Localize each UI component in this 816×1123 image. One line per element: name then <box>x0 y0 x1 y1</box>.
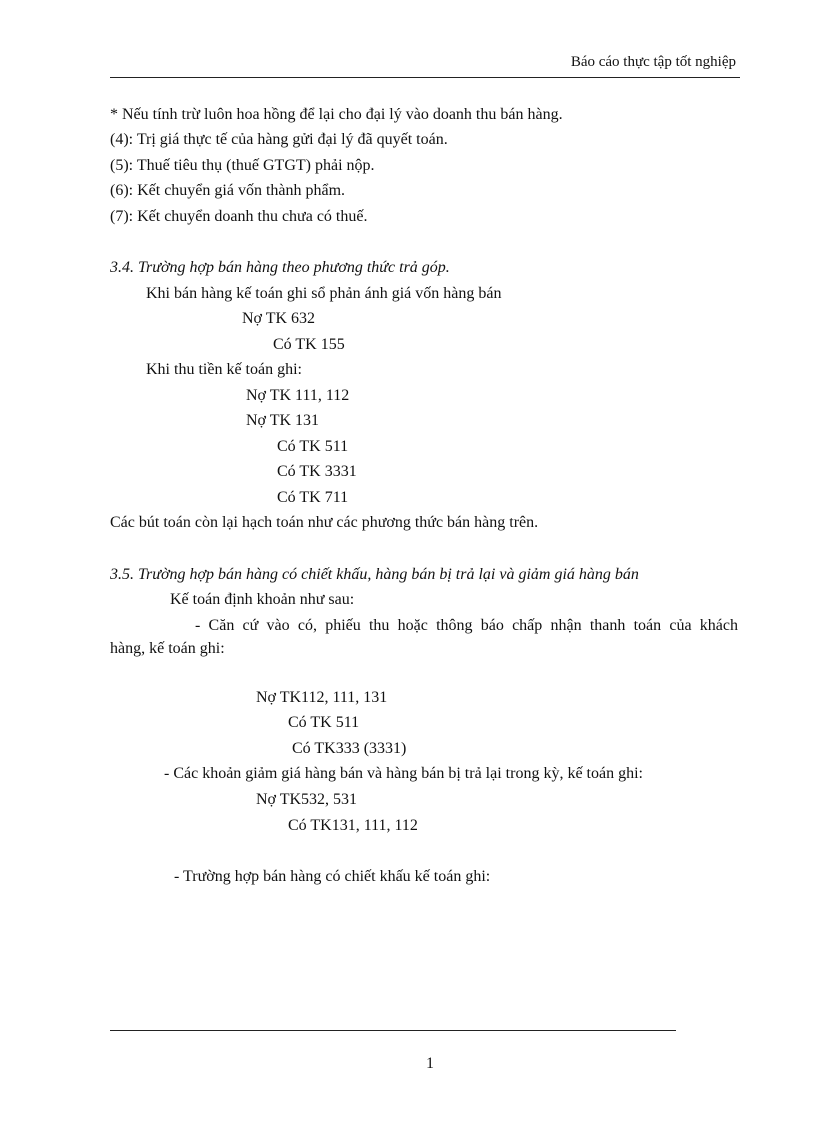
journal-entry-credit: Có TK 711 <box>277 489 349 506</box>
paragraph-line: (5): Thuế tiêu thụ (thuế GTGT) phải nộp. <box>110 157 375 174</box>
journal-entry-debit: Nợ TK112, 111, 131 <box>256 689 388 706</box>
journal-entry-credit: Có TK333 (3331) <box>292 740 407 757</box>
paragraph-line: hàng, kế toán ghi: <box>110 640 225 657</box>
journal-entry-debit: Nợ TK 111, 112 <box>246 387 350 404</box>
journal-entry-debit: Nợ TK 131 <box>246 412 320 429</box>
paragraph-line: - Các khoản giảm giá hàng bán và hàng bán bị trả lại trong kỳ, kế toán ghi: <box>164 765 643 782</box>
paragraph-line: Khi bán hàng kế toán ghi sổ phản ánh giá vốn hàng bán <box>146 285 502 302</box>
journal-entry-credit: Có TK131, 111, 112 <box>288 817 418 834</box>
journal-entry-debit: Nợ TK532, 531 <box>256 791 358 808</box>
paragraph-line: Kế toán định khoản như sau: <box>170 591 355 608</box>
page-number: 1 <box>426 1055 434 1072</box>
paragraph-line: Khi thu tiền kế toán ghi: <box>146 361 302 378</box>
paragraph-line: * Nếu tính trừ luôn hoa hồng để lại cho đại lý vào doanh thu bán hàng. <box>110 106 563 123</box>
paragraph-line: (4): Trị giá thực tế của hàng gửi đại lý đã quyết toán. <box>110 131 448 148</box>
journal-entry-credit: Có TK 155 <box>273 336 345 353</box>
paragraph-line: (6): Kết chuyển giá vốn thành phẩm. <box>110 182 346 199</box>
paragraph-line: - Căn cứ vào có, phiếu thu hoặc thông báo chấp nhận thanh toán của khách <box>195 617 738 634</box>
running-header: Báo cáo thực tập tốt nghiệp <box>570 54 736 70</box>
journal-entry-debit: Nợ TK 632 <box>242 310 316 327</box>
paragraph-line: - Trường hợp bán hàng có chiết khấu kế toán ghi: <box>174 868 491 885</box>
paragraph-line: Các bút toán còn lại hạch toán như các phương thức bán hàng trên. <box>110 514 539 531</box>
footer-rule <box>110 1030 676 1031</box>
journal-entry-credit: Có TK 511 <box>288 714 360 731</box>
journal-entry-credit: Có TK 511 <box>277 438 349 455</box>
section-heading-3-5: 3.5. Trường hợp bán hàng có chiết khấu, hàng bán bị trả lại và giảm giá hàng bán <box>110 566 639 583</box>
paragraph-line: (7): Kết chuyển doanh thu chưa có thuế. <box>110 208 368 225</box>
header-rule <box>110 77 740 78</box>
journal-entry-credit: Có TK 3331 <box>277 463 357 480</box>
section-heading-3-4: 3.4. Trường hợp bán hàng theo phương thức trả góp. <box>110 259 450 276</box>
